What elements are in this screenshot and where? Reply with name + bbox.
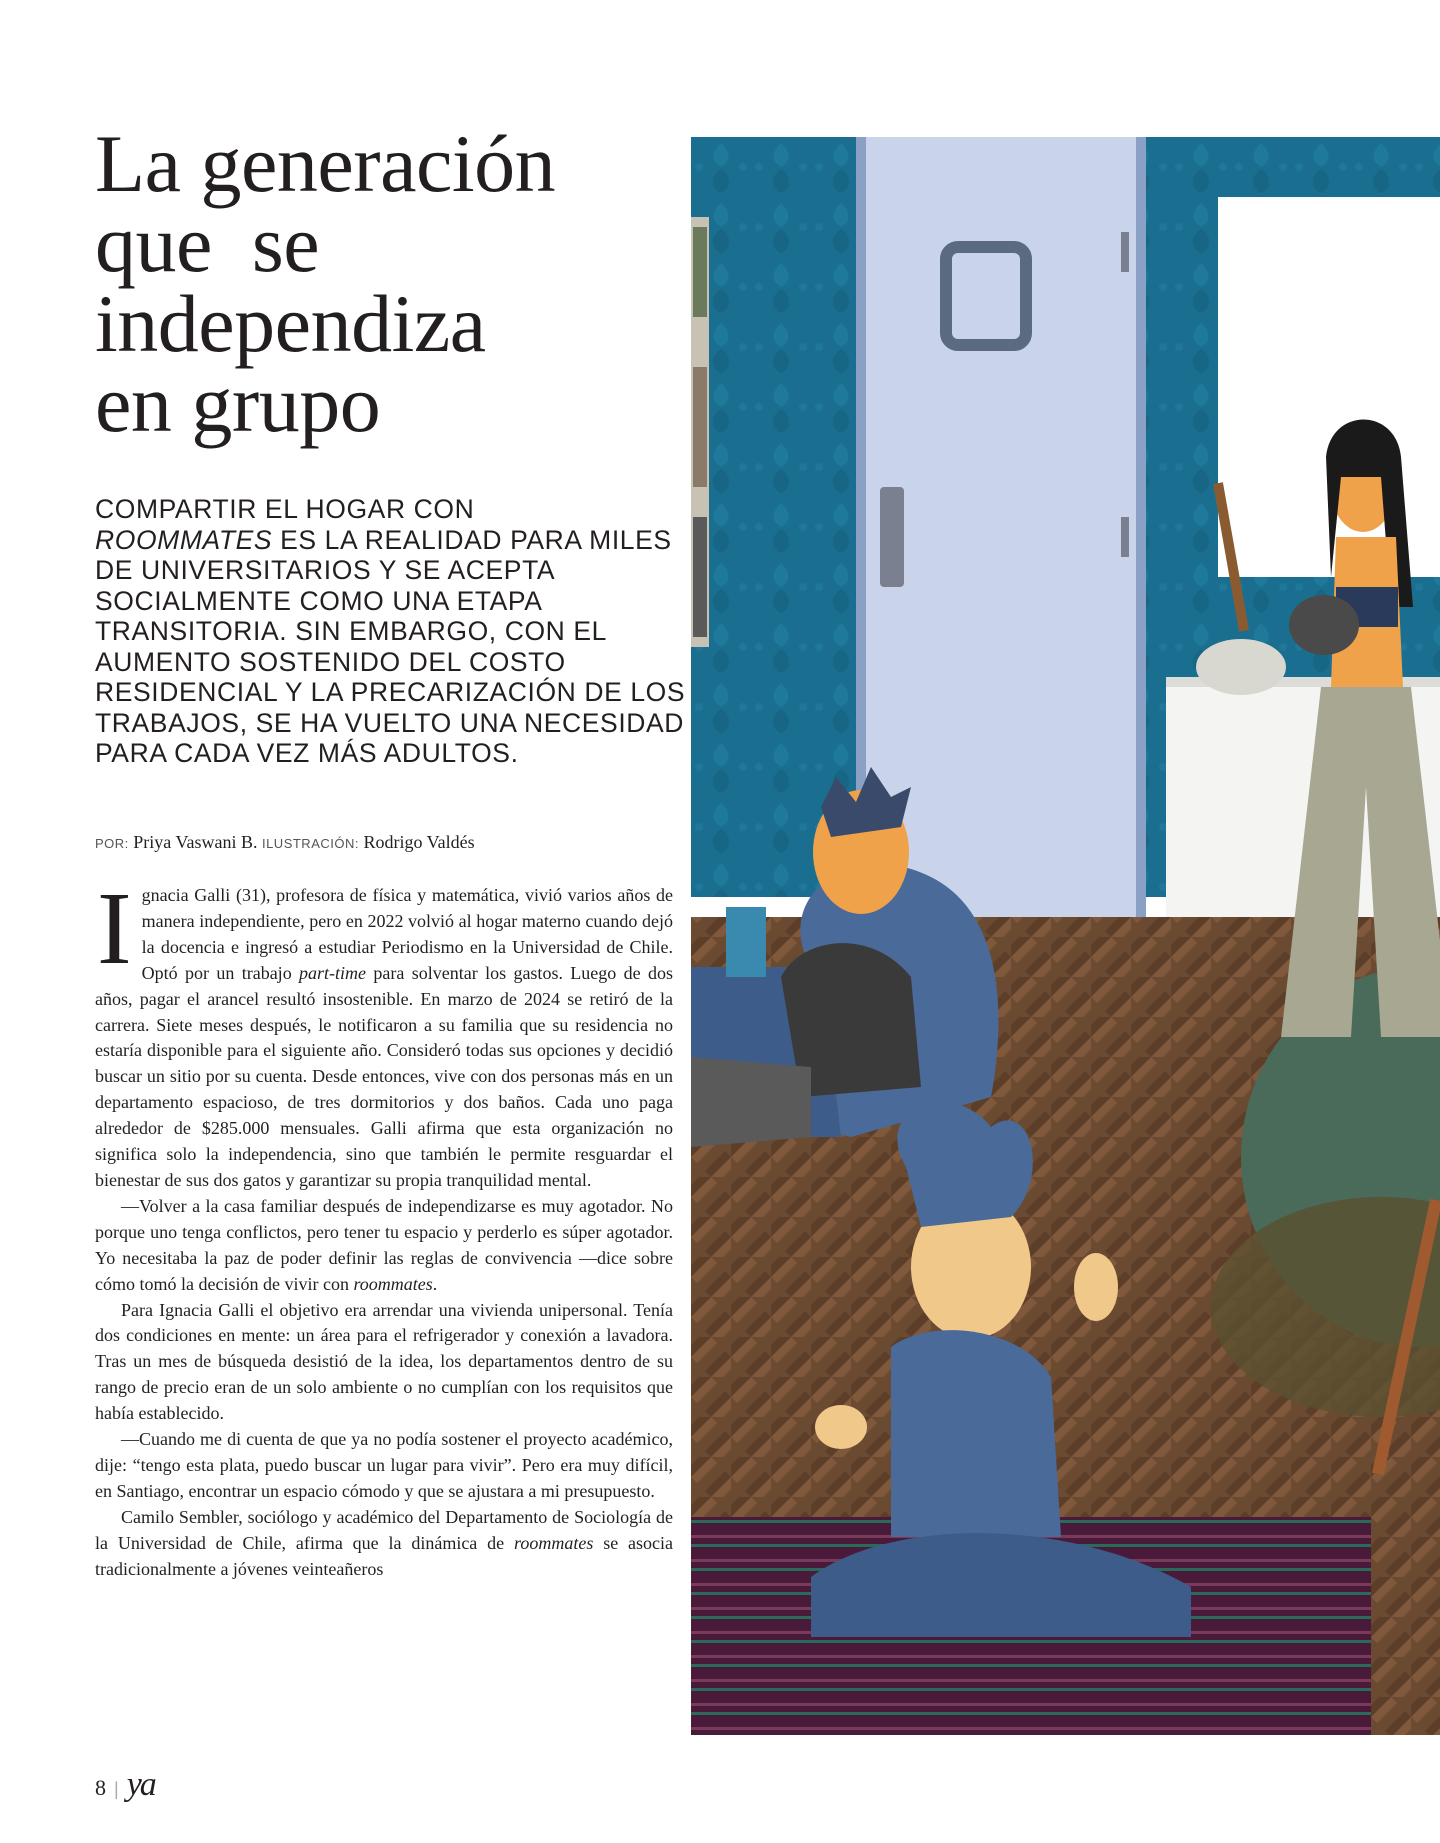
body-text-run: . bbox=[432, 1273, 438, 1294]
byline bbox=[95, 832, 475, 853]
article-illustration bbox=[691, 137, 1440, 1735]
byline-illustrator-label: ILUSTRACIÓN: bbox=[261, 836, 359, 851]
body-paragraph bbox=[95, 1505, 673, 1583]
picture-frame bbox=[693, 227, 707, 317]
footer-separator: | bbox=[114, 1779, 119, 1799]
meditating-woman-hand bbox=[1074, 1253, 1118, 1321]
byline-author: Priya Vaswani B. bbox=[133, 832, 258, 852]
meditating-woman-body bbox=[891, 1330, 1061, 1537]
article-body bbox=[95, 871, 674, 1582]
roommates-illustration bbox=[691, 137, 1440, 1735]
picture-frame bbox=[693, 517, 707, 637]
body-paragraph: —Cuando me di cuenta de que ya no podía sostener el proyecto académico, dije: “tengo esta plata, puedo buscar un lugar para vivir”. Pero era muy difícil, en Santiago, encontrar un espacio cómodo y que se ajustara a mi presupuesto. bbox=[95, 1429, 673, 1501]
cat bbox=[1196, 639, 1286, 695]
body-text-run: Camilo Sembler, sociólogo y académico del Departamento de Sociología de la Universidad de Chile, afirma que la dinámica de bbox=[95, 1506, 673, 1553]
dek-italic-text: ROOMMATES bbox=[95, 524, 273, 555]
body-text-run: gnacia Galli (31), profesora de física y matemática, vivió varios años de manera independiente, pero en 2022 volvió al hogar materno cuando dejó la docencia e ingresó a estudiar Periodismo en la Universidad de Chile. Optó por un trabajo bbox=[141, 885, 673, 983]
headline-line: que se bbox=[95, 198, 320, 289]
dek-text: COMPARTIR EL HOGAR CON bbox=[95, 494, 475, 524]
body-italic-run: roommates bbox=[514, 1532, 594, 1553]
body-italic-run: part-time bbox=[299, 962, 367, 983]
body-text-run: para solventar los gastos. Luego de dos años, pagar el arancel resultó insostenible. En marzo de 2024 se retiró de la carrera. Siete meses después, le notificaron a su familia que su residencia no estaría disponible para el siguiente año. Consideró todas sus opciones y decidió buscar un sitio por su cuenta. Desde entonces, vive con dos personas más en un departamento espacioso, de tres dormitorios y dos baños. Cada uno paga alrededor de $285.000 mensuales. Galli afirma que esta organización no significa solo la independencia, sino que también le permite resguardar el bienestar de sus dos gatos y garantizar su propia tranquilidad mental. bbox=[95, 962, 673, 1190]
man-legs bbox=[691, 1057, 811, 1147]
page-footer bbox=[95, 1766, 155, 1804]
man-book bbox=[726, 907, 766, 977]
bowl bbox=[1289, 595, 1359, 655]
body-paragraph: Para Ignacia Galli el objetivo era arrendar una vivienda unipersonal. Tenía dos condiciones en mente: un área para el refrigerador y conexión a lavadora. Tras un mes de búsqueda desistió de la idea, los departamentos dentro de su rango de precio eran de un solo ambiente o no cumplían con los requisitos que había establecido. bbox=[95, 1299, 673, 1424]
door bbox=[866, 137, 1136, 937]
headline-line: en grupo bbox=[95, 358, 381, 449]
article-dek bbox=[95, 494, 695, 769]
headline-line: La generación bbox=[95, 118, 556, 209]
door-hinge bbox=[1121, 232, 1129, 272]
body-text-run: —Volver a la casa familiar después de independizarse es muy agotador. No porque uno tenga conflictos, pero tener tu espacio y perderlo es súper agotador. Yo necesitaba la paz de poder definir las reglas de convivencia —dice sobre cómo tomó la decisión de vivir con bbox=[95, 1195, 673, 1294]
byline-author-label: POR: bbox=[95, 836, 129, 851]
body-paragraph bbox=[95, 1194, 673, 1298]
page-number: 8 bbox=[95, 1775, 106, 1800]
body-italic-run: roommates bbox=[353, 1273, 433, 1294]
picture-frame bbox=[693, 367, 707, 487]
door-handle-plate bbox=[880, 487, 904, 587]
body-text-run: se asocia tradicionalmente a jóvenes veinteañeros bbox=[95, 1532, 674, 1579]
meditating-woman-hand bbox=[815, 1405, 867, 1449]
door-hinge bbox=[1121, 517, 1129, 557]
drop-cap: I bbox=[97, 871, 132, 986]
dek-text: ES LA REALIDAD PARA MILES DE UNIVERSITARIOS Y SE ACEPTA SOCIALMENTE COMO UNA ETAPA TRANSITORIA. SIN EMBARGO, CON EL AUMENTO SOSTENIDO DEL COSTO RESIDENCIAL Y LA PRECARIZACIÓN DE LOS TRABAJOS, SE HA VUELTO UNA NECESIDAD PARA CADA VEZ MÁS ADULTOS. bbox=[95, 524, 686, 768]
article-headline bbox=[95, 118, 695, 449]
headline-line: independiza bbox=[95, 278, 486, 369]
magazine-logo: ya bbox=[126, 1766, 155, 1803]
byline-illustrator: Rodrigo Valdés bbox=[363, 832, 475, 852]
body-paragraph bbox=[95, 871, 673, 1194]
